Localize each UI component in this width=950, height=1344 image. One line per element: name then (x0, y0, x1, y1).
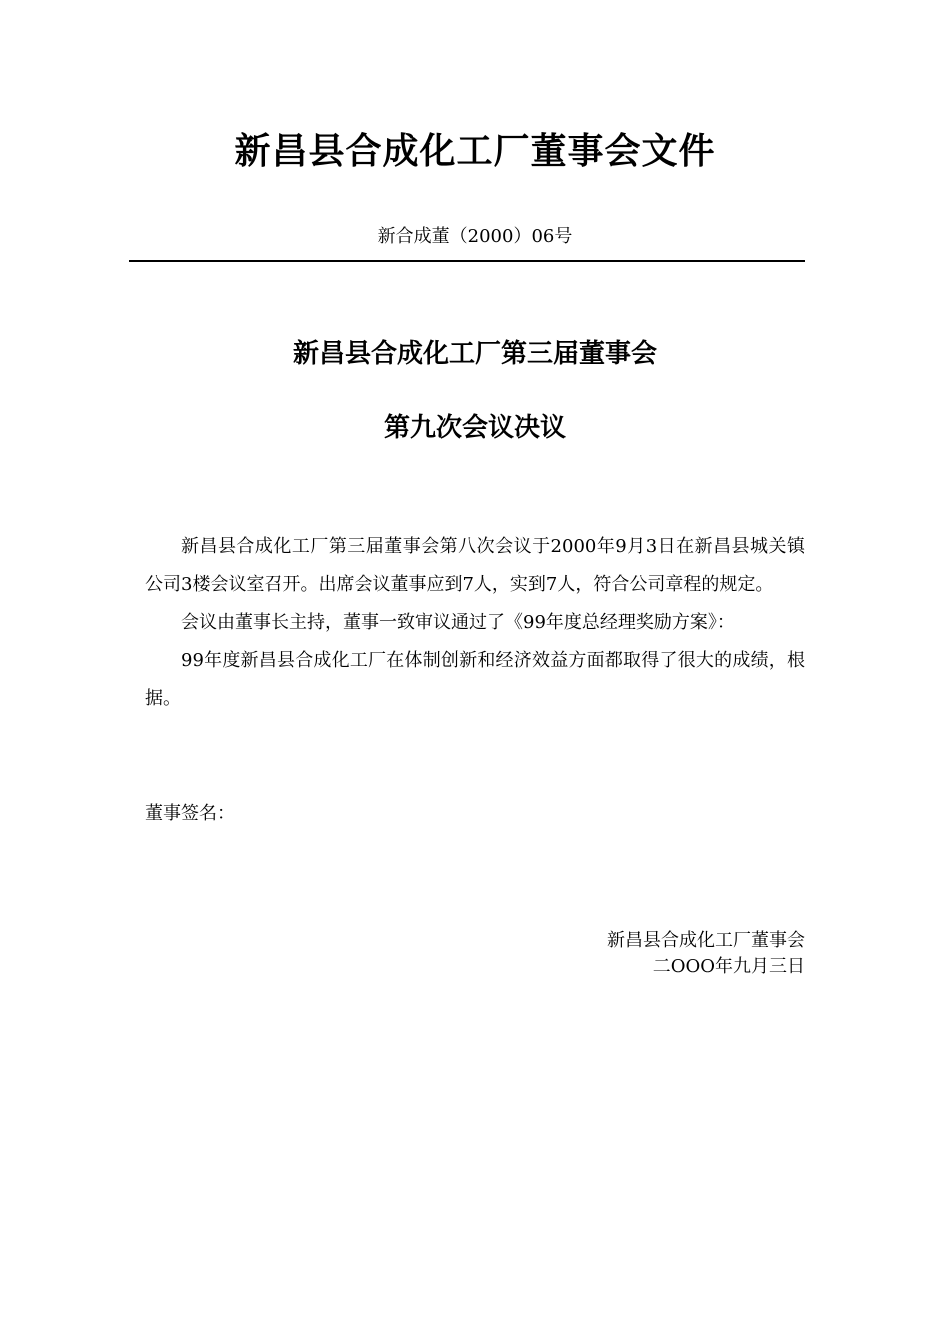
document-number: 新合成董（2000）06号 (377, 226, 573, 247)
document-body (145, 528, 805, 718)
issue-date: 二OOO年九月三日 (652, 956, 805, 977)
header-divider (129, 260, 805, 262)
body-paragraph-3: 99年度新昌县合成化工厂在体制创新和经济效益方面都取得了很大的成绩，根据。 (145, 650, 805, 709)
resolution-title-line1: 新昌县合成化工厂第三届董事会 (292, 339, 657, 369)
body-paragraph-2: 会议由董事长主持，董事一致审议通过了《99年度总经理奖励方案》： (181, 612, 735, 633)
issuer-block (607, 928, 805, 980)
issuer-name: 新昌县合成化工厂董事会 (607, 930, 805, 951)
signature-label: 董事签名： (145, 803, 235, 824)
document-title: 新昌县合成化工厂董事会文件 (234, 130, 716, 172)
resolution-title-line2: 第九次会议决议 (383, 413, 566, 443)
body-paragraph-1: 新昌县合成化工厂第三届董事会第八次会议于2000年9月3日在新昌县城关镇公司3楼会议室召开。出席会议董事应到7人，实到7人，符合公司章程的规定。 (145, 536, 805, 595)
